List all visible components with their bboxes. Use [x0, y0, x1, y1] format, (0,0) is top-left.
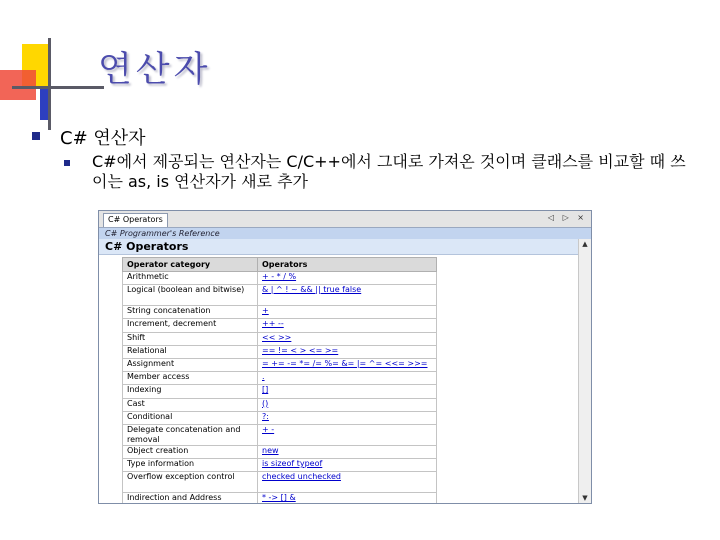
- embedded-help-window: [98, 210, 592, 504]
- operators-link[interactable]: is sizeof typeof: [258, 459, 437, 472]
- table-row: [123, 358, 437, 371]
- table-row: [123, 411, 437, 424]
- operators-link[interactable]: +: [258, 306, 437, 319]
- operators-link[interactable]: * -> [] &: [258, 493, 437, 504]
- category-cell: Assignment: [123, 358, 258, 371]
- operators-table: [122, 257, 437, 504]
- category-cell: Delegate concatenation and removal: [123, 424, 258, 445]
- scroll-up-arrow-icon[interactable]: ▲: [582, 240, 588, 248]
- bullet-square-icon: [64, 160, 70, 166]
- category-cell: Indexing: [123, 385, 258, 398]
- slide-title: 연산자: [98, 50, 212, 90]
- scroll-down-arrow-icon[interactable]: ▼: [582, 494, 588, 502]
- decor-horizontal-line: [12, 86, 104, 89]
- category-cell: Cast: [123, 398, 258, 411]
- operators-link[interactable]: ++ --: [258, 319, 437, 332]
- category-cell: Arithmetic: [123, 272, 258, 285]
- table-row: [123, 319, 437, 332]
- operators-link[interactable]: (): [258, 398, 437, 411]
- column-header: Operator category: [123, 258, 258, 272]
- category-cell: String concatenation: [123, 306, 258, 319]
- operators-link[interactable]: = += -= *= /= %= &= |= ^= <<= >>=: [258, 358, 437, 371]
- table-row: [123, 424, 437, 445]
- table-row: [123, 459, 437, 472]
- table-row: [123, 332, 437, 345]
- operators-link[interactable]: & | ^ ! ~ && || true false: [258, 285, 437, 306]
- operators-link[interactable]: ?:: [258, 411, 437, 424]
- operators-link[interactable]: new: [258, 445, 437, 458]
- decor-vertical-line: [48, 38, 51, 130]
- tab-bar: [99, 211, 591, 228]
- column-header: Operators: [258, 258, 437, 272]
- category-cell: Object creation: [123, 445, 258, 458]
- table-row: [123, 372, 437, 385]
- reference-header: C# Programmer's Reference: [99, 228, 591, 239]
- operators-link[interactable]: .: [258, 372, 437, 385]
- category-cell: Overflow exception control: [123, 472, 258, 493]
- operators-link[interactable]: []: [258, 385, 437, 398]
- category-cell: Conditional: [123, 411, 258, 424]
- vertical-scrollbar[interactable]: [578, 239, 591, 503]
- operators-link[interactable]: checked unchecked: [258, 472, 437, 493]
- table-row: [123, 385, 437, 398]
- table-row: [123, 345, 437, 358]
- page-heading: C# Operators: [99, 239, 591, 255]
- operators-link[interactable]: + - * / %: [258, 272, 437, 285]
- bullet-square-icon: [32, 132, 40, 140]
- table-row: [123, 272, 437, 285]
- table-row: [123, 493, 437, 504]
- category-cell: Indirection and Address: [123, 493, 258, 504]
- bullet-level2-text: C#에서 제공되는 연산자는 C/C++에서 그대로 가져온 것이며 클래스를 비교할 때 쓰이는 as, is 연산자가 새로 추가: [92, 152, 686, 191]
- category-cell: Logical (boolean and bitwise): [123, 285, 258, 306]
- tab-controls[interactable]: ◁ ▷ ×: [547, 213, 587, 222]
- table-row: [123, 398, 437, 411]
- operators-link[interactable]: << >>: [258, 332, 437, 345]
- decor-red-block: [0, 70, 36, 100]
- tab-csharp-operators[interactable]: C# Operators: [103, 213, 168, 227]
- operators-link[interactable]: == != < > <= >=: [258, 345, 437, 358]
- bullet-level1-text: C# 연산자: [60, 128, 146, 149]
- table-row: [123, 306, 437, 319]
- category-cell: Shift: [123, 332, 258, 345]
- category-cell: Relational: [123, 345, 258, 358]
- category-cell: Increment, decrement: [123, 319, 258, 332]
- category-cell: Type information: [123, 459, 258, 472]
- table-row: [123, 285, 437, 306]
- table-row: [123, 445, 437, 458]
- category-cell: Member access: [123, 372, 258, 385]
- table-row: [123, 472, 437, 493]
- operators-link[interactable]: + -: [258, 424, 437, 445]
